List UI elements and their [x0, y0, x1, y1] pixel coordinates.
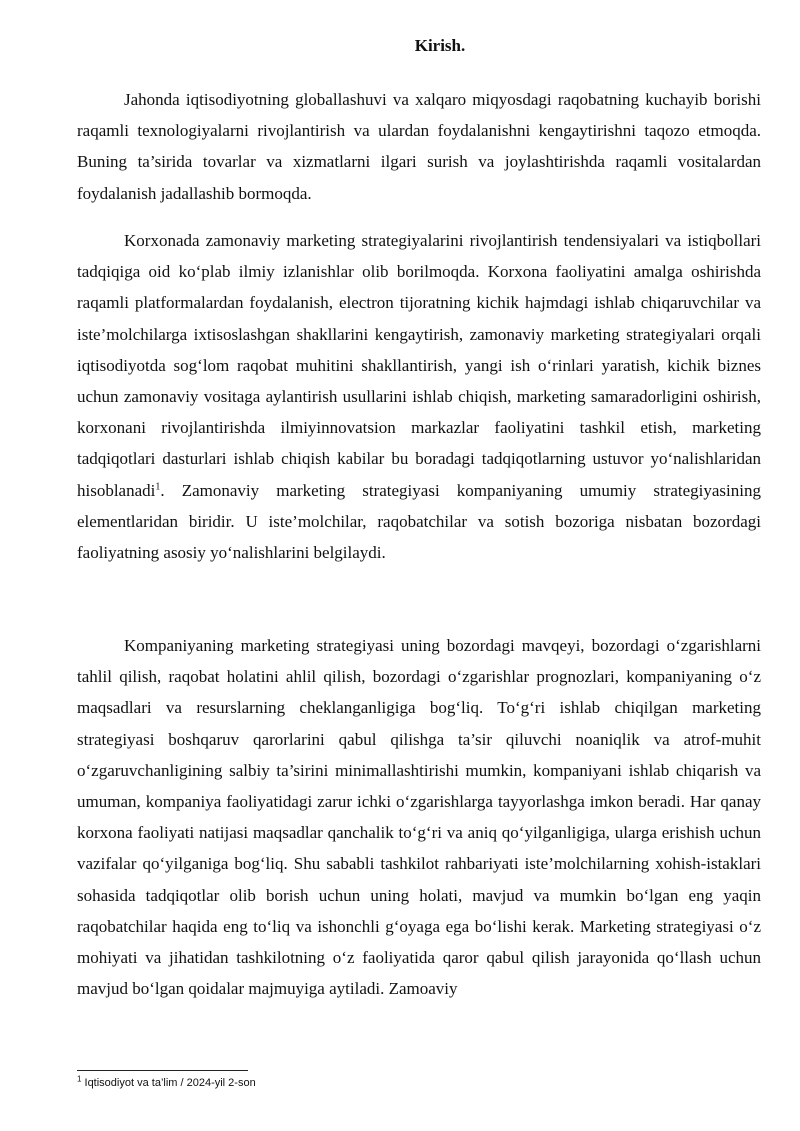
footnote-number: 1 — [77, 1074, 82, 1084]
paragraph-2-text-b: . Zamonaviy marketing strategiyasi kompaniyaning umumiy strategiyasining elementlaridan biridir. U iste’molchilar, raqobatchilar va sotish bozoriga nisbatan bozordagi faoliyatning asosiy yo‘nalishlarini belgilaydi. — [77, 480, 761, 563]
paragraph-2-text-a: Korxonada zamonaviy marketing strategiyalarini rivojlantirish tendensiyalari va istiqbollari tadqiqiga oid ko‘plab ilmiy izlanishlar olib borilmoqda. Korxona faoliyatini amalga oshirishda raqamli platformalardan foydalanish, electron tijoratning kichik hajmdagi ishlab chiqaruvchilar va iste’molchilarga ixtisoslashgan shakllarini kengaytirish, zamonaviy marketing strategiyalari orqali iqtisodiyotda sog‘lom raqobat muhitini shakllantirish, yangi ish o‘rinlari yaratish, kichik biznes uchun zamonaviy vositaga aylantirish usullarini ishlab chiqish, marketing samaradorligini oshirish, korxonani rivojlantirishda ilmiyinnovatsion markazlar faoliyatini tashkil etish, marketing tadqiqotlari dasturlari ishlab chiqish kabilar bu boradagi tadqiqotlarning ustuvor yo‘nalishlaridan hisoblanadi — [77, 231, 761, 500]
footnote-reference: 1 — [155, 480, 161, 492]
footnote — [77, 1076, 256, 1090]
paragraph-2 — [77, 225, 761, 568]
footnote-text: Iqtisodiyot va ta’lim / 2024-yil 2-son — [81, 1077, 256, 1089]
footnote-separator — [77, 1070, 248, 1071]
paragraph-3: Kompaniyaning marketing strategiyasi uning bozordagi mavqeyi, bozordagi o‘zgarishlarni tahlil qilish, raqobat holatini ahlil qilish, bozordagi o‘zgarishlar prognozlari, kompaniyaning o‘z maqsadlari va resurslarning cheklanganligiga bog‘liq. To‘g‘ri ishlab chiqilgan marketing strategiyasi boshqaruv qarorlarini qabul qilishga ta’sir qiluvchi noaniqlik va atrof-muhit o‘zgaruvchanligining salbiy ta’sirini minimallashtirishi mumkin, kompaniyani ishlab chiqarish va umuman, kompaniya faoliyatidagi zarur ichki o‘zgarishlarga tayyorlashga imkon beradi. Har qanay korxona faoliyati natijasi maqsadlar qanchalik to‘g‘ri va aniq qo‘yilganligiga, ularga erishish uchun vazifalar qo‘yilganiga bog‘liq. Shu sababli tashkilot rahbariyati iste’molchilarning xohish-istaklari sohasida tadqiqotlar olib borish uchun uning holati, mavjud va mumkin bo‘lgan eng yaqin raqobatchilar haqida eng to‘liq va ishonchli g‘oyaga ega bo‘lishi kerak. Marketing strategiyasi o‘z mohiyati va jihatidan tashkilotning o‘z faoliyatida qaror qabul qilish jarayonida qo‘llash uchun mavjud bo‘lgan qoidalar majmuyiga aytiladi. Zamoaviy — [77, 636, 761, 999]
paragraph-1: Jahonda iqtisodiyotning globallashuvi va xalqaro miqyosdagi raqobatning kuchayib borishi raqamli texnologiyalarni rivojlantirish va ulardan foydalanishni kengaytirishni taqozo etmoqda. Buning ta’sirida tovarlar va xizmatlarni ilgari surish va joylashtirishda raqamli vositalardan foydalanish jadallashib bormoqda. — [77, 90, 761, 203]
section-title: Kirish. — [414, 36, 466, 55]
